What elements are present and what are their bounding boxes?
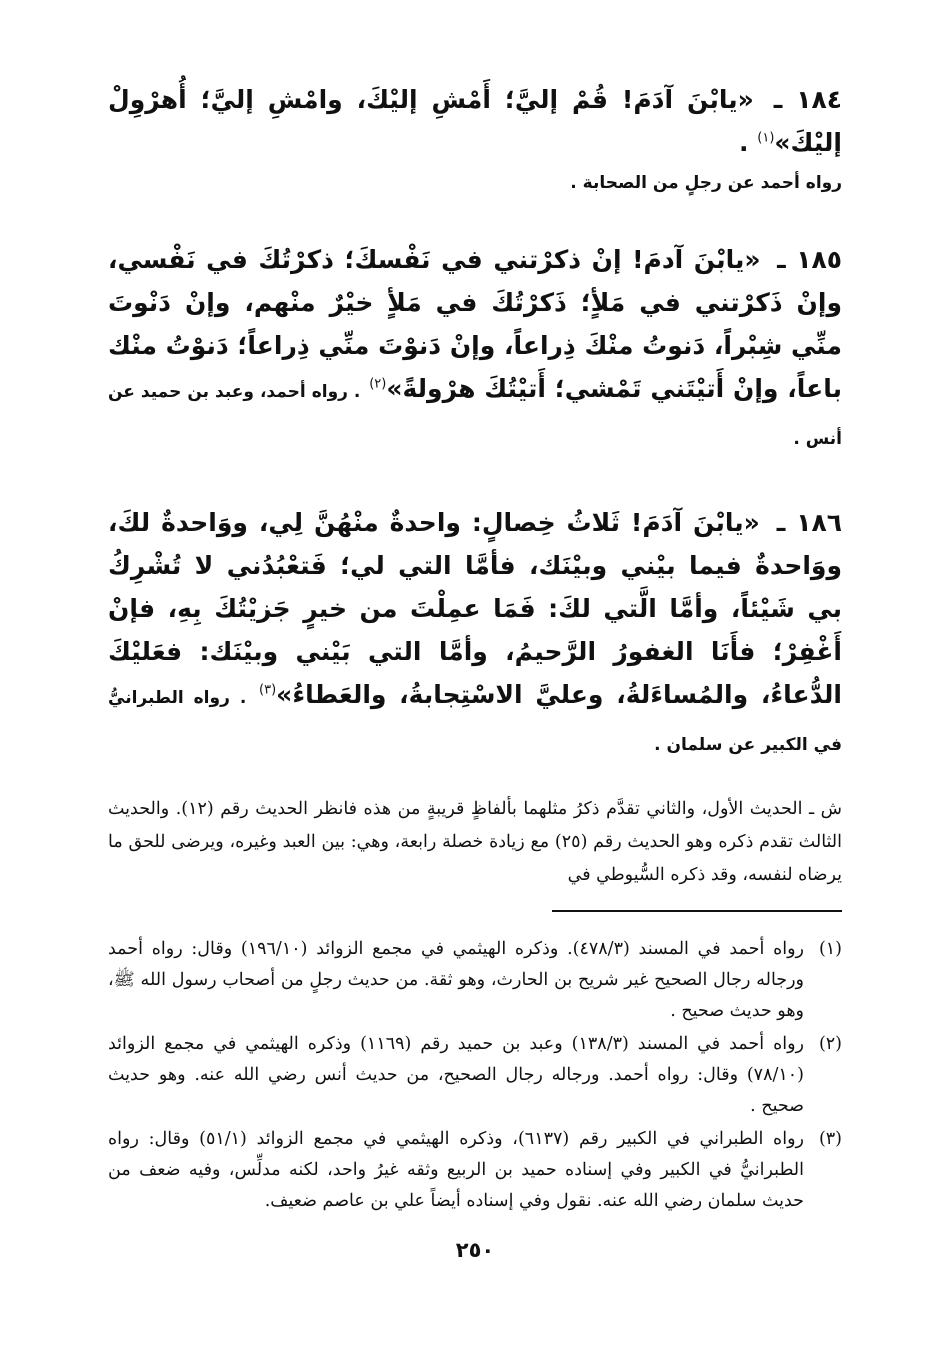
hadith-185: [108, 238, 842, 461]
footnote-number: (٣): [818, 1129, 842, 1149]
footnote-number: (١): [818, 939, 842, 959]
hadith-text: «يابْنَ آدَمَ! ثَلاثُ خِصالٍ: واحدةٌ منْهُنَّ لِي، ووَاحدةٌ لكَ، ووَاحدةٌ فيما بيْني وبيْنَك، فأمَّا التي لي؛ فَتعْبُدُني لا تُشْرِكُ بي شَيْئاً، وأمَّا الَّتي لكَ: فَمَا عمِلْتَ من خيرٍ جَزيْتُكَ بِهِ، فإنْ أَغْفِرْ؛ فأَنَا الغفورُ الرَّحيمُ، وأمَّا التي بَيْني وبيْنَك: فعَليْكَ الدُّعاءُ، والمُساءَلةُ، وعليَّ الاسْتِجابةُ، والعَطاءُ»: [108, 508, 842, 709]
hadith-text: «يابْنَ آدمَ! إنْ ذكرْتني في نَفْسكَ؛ ذكرْتُكَ في نَفْسي، وإنْ ذَكرْتني في مَلأٍ؛ ذَكرْتُكَ في مَلأٍ خيْرٌ منْهم، وإنْ دَنْوتَ منِّي شِبْراً، دَنوتُ منْكَ ذِراعاً، وإنْ دَنوْتَ منِّي ذِراعاً؛ دَنوْتُ منْك باعاً، وإنْ أَتيْتَني تَمْشي؛ أَتيْتُكَ هرْولةً»: [108, 245, 842, 403]
hadith-184: [108, 78, 842, 164]
hadith-number: ١٨٥ ـ: [777, 245, 842, 274]
footnote-divider: [552, 910, 842, 912]
footnote-text: رواه الطبراني في الكبير رقم (٦١٣٧)، وذكره الهيثمي في مجمع الزوائد (٥١/١) وقال: رواه الطبرانيُّ في الكبير وفي إسناده حميد بن الربيع وثقه غيرُ واحد، لكنه مدلِّس، وفيه ضعف من حديث سلمان رضي الله عنه. نقول وفي إسناده أيضاً علي بن عاصم ضعيف.: [108, 1129, 804, 1211]
footnote-2: [108, 1029, 842, 1122]
hadith-186: [108, 501, 842, 767]
footnote-marker[interactable]: (٢): [369, 376, 387, 392]
footnote-1: [108, 934, 842, 1027]
hadith-end: .: [739, 128, 749, 157]
hadith-text: «يابْنَ آدَمَ! قُمْ إليَّ؛ أَمْشِ إليْكَ، وامْشِ إليَّ؛ أُهرْوِلْ إليْكَ»: [108, 85, 842, 157]
hadith-number: ١٨٦ ـ: [776, 508, 842, 537]
hadith-source: رواه أحمد عن رجلٍ من الصحابة .: [570, 173, 842, 193]
footnote-marker[interactable]: (٣): [259, 682, 277, 698]
footnote-number: (٢): [818, 1034, 842, 1054]
book-page: [108, 70, 842, 1290]
hadith-source: . رواه الطبرانيُّ في الكبير عن سلمان .: [108, 688, 842, 755]
footnote-text: رواه أحمد في المسند (٤٧٨/٣). وذكره الهيثمي في مجمع الزوائد (١٩٦/١٠) وقال: رواه أحمد ورجاله رجال الصحيح غير شريح بن الحارث، وهو ثقة. من حديث رجلٍ من أصحاب رسول الله ﷺ، وهو حديث صحيح .: [108, 939, 804, 1021]
hadith-number: ١٨٤ ـ: [773, 85, 842, 114]
footnote-marker[interactable]: (١): [757, 130, 775, 146]
footnote-3: [108, 1124, 842, 1217]
footnote-text: رواه أحمد في المسند (١٣٨/٣) وعبد بن حميد رقم (١١٦٩) وذكره الهيثمي في مجمع الزوائد (٧٨/١٠) وقال: رواه أحمد. ورجاله رجال الصحيح، من حديث أنس رضي الله عنه. وهو حديث صحيح .: [108, 1034, 804, 1116]
hadith-source: . رواه أحمد، وعبد بن حميد عن أنس .: [108, 382, 842, 449]
commentary-paragraph: ش ـ الحديث الأول، والثاني تقدَّم ذكرُ مثلهما بألفاظٍ قريبةٍ من هذه فانظر الحديث رقم (١٢). والحديث الثالث تقدم ذكره وهو الحديث رقم (٢٥) مع زيادة خصلة رابعة، وهي: بين العبد وغيره، ويرضى للحق ما يرضاه لنفسه، وقد ذكره السُّيوطي في: [108, 799, 843, 885]
footnotes-list: [108, 934, 842, 1217]
page-number: ٢٥٠: [455, 1238, 495, 1262]
